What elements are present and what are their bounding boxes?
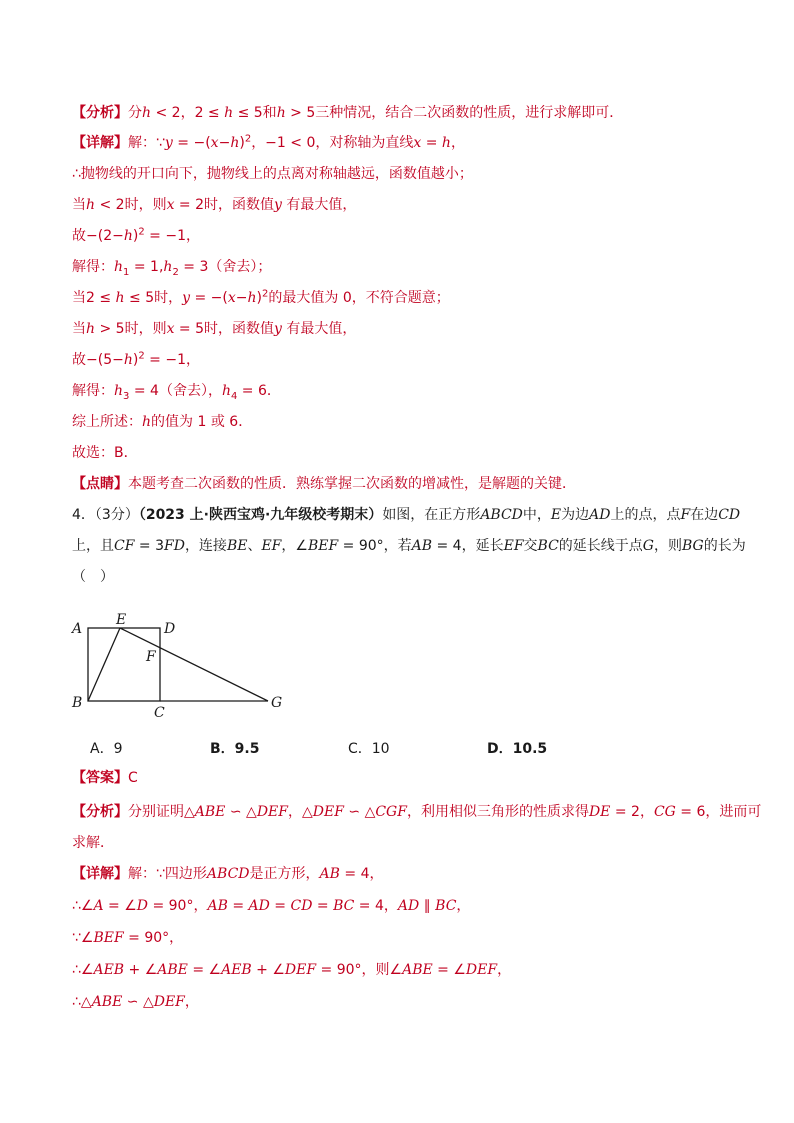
option-b[interactable]: B．9.5 [210,741,260,757]
label-d: D [164,621,176,637]
q4-detail-line-3: ∵∠BEF = 90°， [72,930,184,946]
q4-detail-line-1: 【详解】解：∵四边形ABCD是正方形，AB = 4， [72,866,384,882]
q3-detail-line-7: 当h > 5时，则x = 5时，函数值y 有最大值， [72,321,357,337]
q4-analysis-line-1: 【分析】分别证明△ABE ∽ △DEF，△DEF ∽ △CGF，利用相似三角形的性质求得DE = 2，CG = 6，进而可 [72,804,762,820]
q3-detail-line-5: 解得：$h_1 = 1,h_2 = 3$（舍去）； [72,259,272,278]
q3-detail-line-8: 故$-(5-h)^2 = -1$， [72,350,200,368]
q4-stem-line-2: 上，且CF = 3FD，连接BE、EF，∠BEF = 90°，若AB = 4，延长EF交BC的延长线于点G，则BG的长为 [72,538,746,554]
q4-analysis-line-2: 求解． [72,835,114,851]
segment-eg [120,628,268,701]
q3-detail-line-6: 当2 ≤ h ≤ 5时，$y = -(x-h)^2$的最大值为 0，不符合题意； [72,288,450,306]
q4-detail-line-5: ∴△ABE ∽ △DEF， [72,994,199,1010]
option-c[interactable]: C．10 [348,741,390,757]
q4-detail-line-2: ∴∠A = ∠D = 90°，AB = AD = CD = BC = 4，AD ∥ BC， [72,898,471,914]
q3-analysis-line: 【分析】分h < 2，2 ≤ h ≤ 5和h > 5三种情况，结合二次函数的性质，进行求解即可． [72,105,624,121]
q3-detail-line-2: ∴抛物线的开口向下，抛物线上的点离对称轴越远，函数值越小； [72,166,473,182]
q3-detail-line-4: 故$-(2-h)^2 = -1$， [72,226,200,244]
q3-detail-line-11: 故选：B． [72,445,138,461]
option-d[interactable]: D．10.5 [487,741,548,757]
q3-detail-line-1: 【详解】解：∵y = $-(x-h)^2$，−1 < 0，对称轴为直线x = h， [72,133,465,151]
label-a: A [72,621,83,637]
q3-detail-line-10: 综上所述：h的值为 1 或 6． [72,414,253,430]
q3-detail-line-9: 解得：$h_3 = 4$（舍去），$h_4 = 6$． [72,383,281,402]
segment-be [88,628,120,701]
label-f: F [146,649,156,665]
label-c: C [154,705,165,720]
q3-comment-line: 【点睛】本题考查二次函数的性质．熟练掌握二次函数的增减性，是解题的关键． [72,476,576,492]
q3-detail-line-3: 当h < 2时，则x = 2时，函数值y 有最大值， [72,197,357,213]
q4-stem-line-1: 4．（3分）（2023 上·陕西宝鸡·九年级校考期末）如图，在正方形ABCD中，E为边AD上的点，点F在边CD [72,507,741,523]
label-e: E [116,612,127,628]
q4-paren: （ ） [72,569,114,585]
label-b: B [72,695,83,711]
option-a[interactable]: A．9 [90,741,123,757]
q4-figure [60,604,300,720]
q4-detail-line-4: ∴∠AEB + ∠ABE = ∠AEB + ∠DEF = 90°，则∠ABE = ∠DEF， [72,962,512,978]
label-g: G [271,695,283,711]
q4-answer-line: 【答案】C [72,770,138,786]
